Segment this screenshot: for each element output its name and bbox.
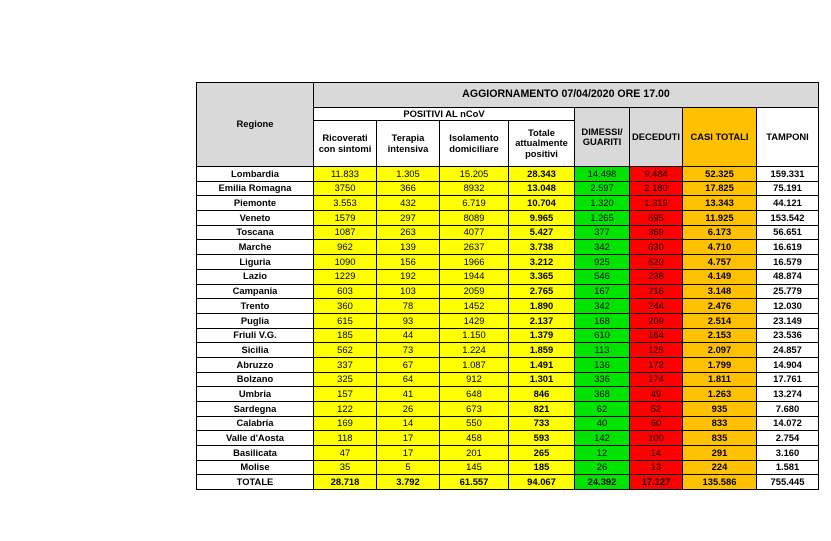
- deceduti-cell: 369: [630, 225, 683, 240]
- totale-positivi-cell: 1.301: [509, 372, 575, 387]
- deceduti-cell: 100: [630, 431, 683, 446]
- total-casi-totali-cell: 135.586: [683, 475, 757, 490]
- region-name: Lazio: [197, 269, 314, 284]
- ricoverati-cell: 3750: [314, 181, 377, 196]
- isolamento-cell: 8089: [440, 211, 509, 226]
- terapia-cell: 1.305: [377, 167, 440, 182]
- region-name: Sardegna: [197, 402, 314, 417]
- isolamento-cell: 2059: [440, 284, 509, 299]
- totale-positivi-cell: 1.491: [509, 357, 575, 372]
- totale-positivi-cell: 2.137: [509, 313, 575, 328]
- region-name: Campania: [197, 284, 314, 299]
- total-tamponi-cell: 755.445: [757, 475, 819, 490]
- table-row: [197, 196, 819, 211]
- dimessi-cell: 546: [575, 269, 630, 284]
- header-casi-totali: CASI TOTALI: [683, 108, 757, 167]
- table-row: [197, 240, 819, 255]
- region-name: Bolzano: [197, 372, 314, 387]
- table-row: [197, 211, 819, 226]
- region-name: Valle d'Aosta: [197, 431, 314, 446]
- totale-positivi-cell: 846: [509, 387, 575, 402]
- tamponi-cell: 12.030: [757, 299, 819, 314]
- header-totale-positivi: Totale attualmente positivi: [509, 121, 575, 167]
- table-row: [197, 416, 819, 431]
- isolamento-cell: 201: [440, 446, 509, 461]
- deceduti-cell: 49: [630, 387, 683, 402]
- casi-totali-cell: 833: [683, 416, 757, 431]
- dimessi-cell: 26: [575, 460, 630, 475]
- casi-totali-cell: 4.149: [683, 269, 757, 284]
- header-dimessi: DIMESSI/ GUARITI: [575, 108, 630, 167]
- table-row: [197, 167, 819, 182]
- covid-regional-table: [196, 82, 819, 490]
- casi-totali-cell: 935: [683, 402, 757, 417]
- region-name: Friuli V.G.: [197, 328, 314, 343]
- table-row: [197, 255, 819, 270]
- casi-totali-cell: 1.799: [683, 357, 757, 372]
- tamponi-cell: 24.857: [757, 343, 819, 358]
- casi-totali-cell: 835: [683, 431, 757, 446]
- casi-totali-cell: 2.514: [683, 313, 757, 328]
- isolamento-cell: 15.205: [440, 167, 509, 182]
- ricoverati-cell: 35: [314, 460, 377, 475]
- terapia-cell: 64: [377, 372, 440, 387]
- header-deceduti: DECEDUTI: [630, 108, 683, 167]
- dimessi-cell: 1.265: [575, 211, 630, 226]
- table-row: [197, 431, 819, 446]
- table-row: [197, 284, 819, 299]
- tamponi-cell: 1.581: [757, 460, 819, 475]
- isolamento-cell: 1429: [440, 313, 509, 328]
- region-name: Calabria: [197, 416, 314, 431]
- tamponi-cell: 75.191: [757, 181, 819, 196]
- deceduti-cell: 60: [630, 416, 683, 431]
- ricoverati-cell: 615: [314, 313, 377, 328]
- isolamento-cell: 1966: [440, 255, 509, 270]
- isolamento-cell: 1.087: [440, 357, 509, 372]
- dimessi-cell: 14.498: [575, 167, 630, 182]
- table-row: [197, 328, 819, 343]
- table-title: AGGIORNAMENTO 07/04/2020 ORE 17.00: [314, 83, 819, 108]
- totale-positivi-cell: 3.738: [509, 240, 575, 255]
- deceduti-cell: 2.180: [630, 181, 683, 196]
- dimessi-cell: 168: [575, 313, 630, 328]
- region-name: Abruzzo: [197, 357, 314, 372]
- casi-totali-cell: 17.825: [683, 181, 757, 196]
- deceduti-cell: 13: [630, 460, 683, 475]
- terapia-cell: 44: [377, 328, 440, 343]
- casi-totali-cell: 2.097: [683, 343, 757, 358]
- region-name: Toscana: [197, 225, 314, 240]
- casi-totali-cell: 291: [683, 446, 757, 461]
- ricoverati-cell: 325: [314, 372, 377, 387]
- casi-totali-cell: 2.476: [683, 299, 757, 314]
- terapia-cell: 17: [377, 446, 440, 461]
- header-isolamento: Isolamento domiciliare: [440, 121, 509, 167]
- table-row: [197, 181, 819, 196]
- header-ricoverati: Ricoverati con sintomi: [314, 121, 377, 167]
- isolamento-cell: 8932: [440, 181, 509, 196]
- region-name: Basilicata: [197, 446, 314, 461]
- tamponi-cell: 44.121: [757, 196, 819, 211]
- ricoverati-cell: 185: [314, 328, 377, 343]
- dimessi-cell: 336: [575, 372, 630, 387]
- deceduti-cell: 630: [630, 240, 683, 255]
- totale-positivi-cell: 10.704: [509, 196, 575, 211]
- totale-positivi-cell: 1.890: [509, 299, 575, 314]
- isolamento-cell: 458: [440, 431, 509, 446]
- dimessi-cell: 610: [575, 328, 630, 343]
- region-name: Veneto: [197, 211, 314, 226]
- terapia-cell: 156: [377, 255, 440, 270]
- deceduti-cell: 174: [630, 372, 683, 387]
- terapia-cell: 26: [377, 402, 440, 417]
- dimessi-cell: 62: [575, 402, 630, 417]
- ricoverati-cell: 3.553: [314, 196, 377, 211]
- dimessi-cell: 925: [575, 255, 630, 270]
- isolamento-cell: 145: [440, 460, 509, 475]
- dimessi-cell: 342: [575, 299, 630, 314]
- ricoverati-cell: 11.833: [314, 167, 377, 182]
- terapia-cell: 41: [377, 387, 440, 402]
- region-name: Lombardia: [197, 167, 314, 182]
- ricoverati-cell: 1579: [314, 211, 377, 226]
- ricoverati-cell: 122: [314, 402, 377, 417]
- deceduti-cell: 9.484: [630, 167, 683, 182]
- total-ricoverati-cell: 28.718: [314, 475, 377, 490]
- dimessi-cell: 1.320: [575, 196, 630, 211]
- totale-positivi-cell: 593: [509, 431, 575, 446]
- casi-totali-cell: 224: [683, 460, 757, 475]
- table-row: [197, 269, 819, 284]
- table-row: [197, 343, 819, 358]
- isolamento-cell: 648: [440, 387, 509, 402]
- tamponi-cell: 153.542: [757, 211, 819, 226]
- ricoverati-cell: 169: [314, 416, 377, 431]
- header-tamponi: TAMPONI: [757, 108, 819, 167]
- deceduti-cell: 244: [630, 299, 683, 314]
- ricoverati-cell: 1087: [314, 225, 377, 240]
- total-isolamento-cell: 61.557: [440, 475, 509, 490]
- deceduti-cell: 695: [630, 211, 683, 226]
- tamponi-cell: 14.072: [757, 416, 819, 431]
- dimessi-cell: 12: [575, 446, 630, 461]
- totale-positivi-cell: 28.343: [509, 167, 575, 182]
- total-row: [197, 475, 819, 490]
- terapia-cell: 139: [377, 240, 440, 255]
- isolamento-cell: 673: [440, 402, 509, 417]
- casi-totali-cell: 4.757: [683, 255, 757, 270]
- region-name: Liguria: [197, 255, 314, 270]
- table-row: [197, 460, 819, 475]
- table-row: [197, 357, 819, 372]
- casi-totali-cell: 1.811: [683, 372, 757, 387]
- terapia-cell: 5: [377, 460, 440, 475]
- region-name: Piemonte: [197, 196, 314, 211]
- totale-positivi-cell: 5.427: [509, 225, 575, 240]
- tamponi-cell: 56.651: [757, 225, 819, 240]
- ricoverati-cell: 562: [314, 343, 377, 358]
- terapia-cell: 103: [377, 284, 440, 299]
- isolamento-cell: 1944: [440, 269, 509, 284]
- tamponi-cell: 16.619: [757, 240, 819, 255]
- table-body: [197, 167, 819, 490]
- table-row: [197, 402, 819, 417]
- terapia-cell: 432: [377, 196, 440, 211]
- tamponi-cell: 23.536: [757, 328, 819, 343]
- tamponi-cell: 16.579: [757, 255, 819, 270]
- totale-positivi-cell: 185: [509, 460, 575, 475]
- dimessi-cell: 113: [575, 343, 630, 358]
- isolamento-cell: 550: [440, 416, 509, 431]
- region-name: Umbria: [197, 387, 314, 402]
- terapia-cell: 263: [377, 225, 440, 240]
- casi-totali-cell: 3.148: [683, 284, 757, 299]
- terapia-cell: 67: [377, 357, 440, 372]
- header-regione: Regione: [197, 83, 314, 167]
- totale-positivi-cell: 2.765: [509, 284, 575, 299]
- ricoverati-cell: 1090: [314, 255, 377, 270]
- isolamento-cell: 4077: [440, 225, 509, 240]
- ricoverati-cell: 337: [314, 357, 377, 372]
- deceduti-cell: 14: [630, 446, 683, 461]
- isolamento-cell: 2637: [440, 240, 509, 255]
- region-name: Marche: [197, 240, 314, 255]
- dimessi-cell: 40: [575, 416, 630, 431]
- table-row: [197, 225, 819, 240]
- terapia-cell: 17: [377, 431, 440, 446]
- ricoverati-cell: 603: [314, 284, 377, 299]
- table-row: [197, 313, 819, 328]
- casi-totali-cell: 4.710: [683, 240, 757, 255]
- dimessi-cell: 377: [575, 225, 630, 240]
- casi-totali-cell: 1.263: [683, 387, 757, 402]
- terapia-cell: 366: [377, 181, 440, 196]
- dimessi-cell: 142: [575, 431, 630, 446]
- deceduti-cell: 164: [630, 328, 683, 343]
- total-deceduti-cell: 17.127: [630, 475, 683, 490]
- tamponi-cell: 23.149: [757, 313, 819, 328]
- dimessi-cell: 136: [575, 357, 630, 372]
- tamponi-cell: 25.779: [757, 284, 819, 299]
- table-row: [197, 387, 819, 402]
- deceduti-cell: 172: [630, 357, 683, 372]
- isolamento-cell: 6.719: [440, 196, 509, 211]
- terapia-cell: 93: [377, 313, 440, 328]
- terapia-cell: 73: [377, 343, 440, 358]
- deceduti-cell: 620: [630, 255, 683, 270]
- header-terapia: Terapia intensiva: [377, 121, 440, 167]
- deceduti-cell: 1.319: [630, 196, 683, 211]
- deceduti-cell: 125: [630, 343, 683, 358]
- total-totale-positivi-cell: 94.067: [509, 475, 575, 490]
- deceduti-cell: 209: [630, 313, 683, 328]
- region-name: Sicilia: [197, 343, 314, 358]
- region-name: Emilia Romagna: [197, 181, 314, 196]
- tamponi-cell: 159.331: [757, 167, 819, 182]
- isolamento-cell: 1452: [440, 299, 509, 314]
- casi-totali-cell: 13.343: [683, 196, 757, 211]
- ricoverati-cell: 157: [314, 387, 377, 402]
- table-row: [197, 299, 819, 314]
- totale-positivi-cell: 13.048: [509, 181, 575, 196]
- totale-positivi-cell: 3.365: [509, 269, 575, 284]
- totale-positivi-cell: 3.212: [509, 255, 575, 270]
- isolamento-cell: 1.224: [440, 343, 509, 358]
- deceduti-cell: 238: [630, 269, 683, 284]
- region-name: Molise: [197, 460, 314, 475]
- deceduti-cell: 52: [630, 402, 683, 417]
- ricoverati-cell: 962: [314, 240, 377, 255]
- totale-positivi-cell: 1.859: [509, 343, 575, 358]
- isolamento-cell: 912: [440, 372, 509, 387]
- casi-totali-cell: 52.325: [683, 167, 757, 182]
- header-positivi-group: POSITIVI AL nCoV: [314, 108, 575, 121]
- ricoverati-cell: 360: [314, 299, 377, 314]
- total-label: TOTALE: [197, 475, 314, 490]
- totale-positivi-cell: 265: [509, 446, 575, 461]
- tamponi-cell: 7.680: [757, 402, 819, 417]
- terapia-cell: 192: [377, 269, 440, 284]
- totale-positivi-cell: 821: [509, 402, 575, 417]
- tamponi-cell: 2.754: [757, 431, 819, 446]
- ricoverati-cell: 118: [314, 431, 377, 446]
- dimessi-cell: 167: [575, 284, 630, 299]
- dimessi-cell: 2.597: [575, 181, 630, 196]
- tamponi-cell: 48.874: [757, 269, 819, 284]
- table-row: [197, 446, 819, 461]
- ricoverati-cell: 47: [314, 446, 377, 461]
- casi-totali-cell: 2.153: [683, 328, 757, 343]
- terapia-cell: 14: [377, 416, 440, 431]
- totale-positivi-cell: 733: [509, 416, 575, 431]
- table-row: [197, 372, 819, 387]
- terapia-cell: 297: [377, 211, 440, 226]
- totale-positivi-cell: 1.379: [509, 328, 575, 343]
- region-name: Trento: [197, 299, 314, 314]
- isolamento-cell: 1.150: [440, 328, 509, 343]
- dimessi-cell: 342: [575, 240, 630, 255]
- totale-positivi-cell: 9.965: [509, 211, 575, 226]
- total-terapia-cell: 3.792: [377, 475, 440, 490]
- tamponi-cell: 13.274: [757, 387, 819, 402]
- casi-totali-cell: 6.173: [683, 225, 757, 240]
- casi-totali-cell: 11.925: [683, 211, 757, 226]
- terapia-cell: 78: [377, 299, 440, 314]
- tamponi-cell: 3.160: [757, 446, 819, 461]
- deceduti-cell: 216: [630, 284, 683, 299]
- tamponi-cell: 14.904: [757, 357, 819, 372]
- region-name: Puglia: [197, 313, 314, 328]
- ricoverati-cell: 1229: [314, 269, 377, 284]
- total-dimessi-cell: 24.392: [575, 475, 630, 490]
- tamponi-cell: 17.761: [757, 372, 819, 387]
- dimessi-cell: 368: [575, 387, 630, 402]
